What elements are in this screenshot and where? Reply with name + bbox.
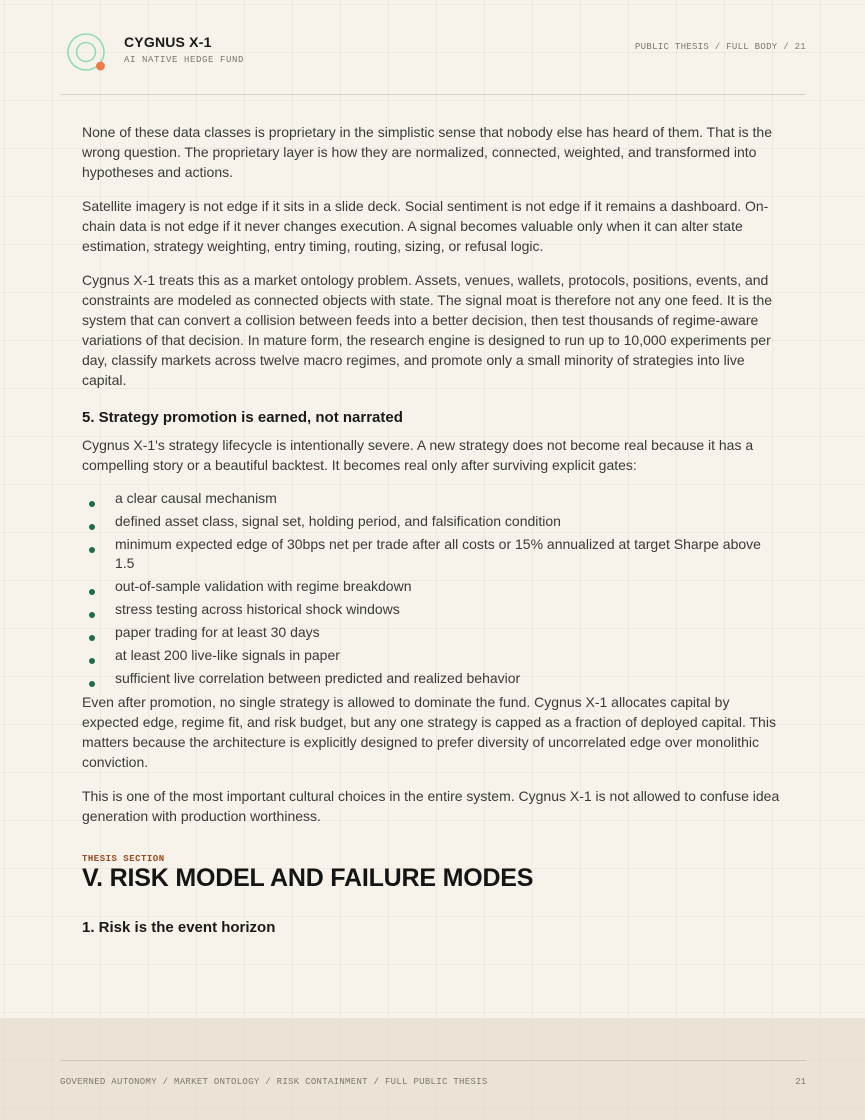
- brand-title: CYGNUS X-1: [124, 34, 212, 50]
- bullet-dot-icon: [89, 635, 95, 641]
- body-paragraph: Even after promotion, no single strategy is allowed to dominate the fund. Cygnus X-1 allocates capital by expected edge, regime fit, and risk budget, but any one strategy is capped as a fraction of deployed capital. This matters because the architecture is explicitly designed to prefer diversity of uncorrelated edge over monolithic conviction.: [82, 694, 776, 770]
- orbit-ring-icon: [67, 33, 107, 73]
- list-item-text: a clear causal mechanism: [115, 490, 277, 506]
- footer-divider: [60, 1060, 806, 1061]
- list-item-text: sufficient live correlation between predicted and realized behavior: [115, 670, 521, 686]
- running-head: PUBLIC THESIS / FULL BODY / 21: [634, 42, 806, 52]
- list-item-text: stress testing across historical shock windows: [115, 601, 400, 617]
- page-number: 21: [795, 1077, 806, 1087]
- body-paragraph: Cygnus X-1's strategy lifecycle is intentionally severe. A new strategy does not become real because it has a compelling story or a beautiful backtest. It becomes real only after surviving explicit gates:: [82, 437, 754, 473]
- body-paragraph: Satellite imagery is not edge if it sits in a slide deck. Social sentiment is not edge if it remains a dashboard. On-chain data is not edge if it never changes execution. A signal becomes valuable only when it can alter state estimation, strategy weighting, entry timing, routing, sizing, or refusal logic.: [82, 198, 769, 254]
- page-header: [60, 28, 806, 95]
- list-item: [82, 577, 782, 596]
- bullet-dot-icon: [89, 524, 95, 530]
- body-paragraph: This is one of the most important cultural choices in the entire system. Cygnus X-1 is not allowed to confuse idea generation with production worthiness.: [82, 788, 780, 824]
- list-item-text: defined asset class, signal set, holding period, and falsification condition: [115, 513, 561, 529]
- section-kicker: THESIS SECTION: [82, 854, 165, 864]
- list-item: [82, 623, 782, 642]
- subsection-heading: 5. Strategy promotion is earned, not narrated: [82, 409, 403, 426]
- bullet-dot-icon: [89, 589, 95, 595]
- list-item: [82, 535, 782, 573]
- body-paragraph: Cygnus X-1 treats this as a market ontology problem. Assets, venues, wallets, protocols, positions, events, and constraints are modeled as connected objects with state. The signal moat is therefore not any one feed. It is the system that can convert a collision between feeds into a better decision, then test thousands of regime-aware variations of that decision. In mature form, the research engine is designed to run up to 10,000 experiments per day, classify markets across twelve macro regimes, and promote only a small minority of strategies into live capital.: [82, 272, 773, 388]
- body-paragraph: None of these data classes is proprietary in the simplistic sense that nobody else has heard of them. That is the wrong question. The proprietary layer is how they are normalized, connected, weighted, and transformed into hypotheses and actions.: [82, 124, 773, 180]
- list-item-text: out-of-sample validation with regime breakdown: [115, 578, 412, 594]
- list-item: [82, 646, 782, 665]
- list-item: [82, 512, 782, 531]
- bullet-dot-icon: [89, 547, 95, 553]
- list-item: [82, 669, 782, 688]
- bullet-dot-icon: [89, 501, 95, 507]
- bullet-dot-icon: [89, 658, 95, 664]
- footer-band: [0, 1018, 865, 1120]
- bullet-dot-icon: [89, 681, 95, 687]
- list-item-text: paper trading for at least 30 days: [115, 624, 320, 640]
- main-content: [82, 122, 782, 938]
- subsection-heading: 1. Risk is the event horizon: [82, 919, 276, 936]
- list-item-text: minimum expected edge of 30bps net per trade after all costs or 15% annualized at target Sharpe above 1.5: [115, 536, 761, 571]
- list-item-text: at least 200 live-like signals in paper: [115, 647, 340, 663]
- footer-running-text: GOVERNED AUTONOMY / MARKET ONTOLOGY / RISK CONTAINMENT / FULL PUBLIC THESIS: [60, 1077, 488, 1087]
- brand-subtitle: AI NATIVE HEDGE FUND: [124, 55, 245, 65]
- bullet-dot-icon: [89, 612, 95, 618]
- promotion-gates-list: [82, 489, 782, 688]
- list-item: [82, 600, 782, 619]
- section-title: V. RISK MODEL AND FAILURE MODES: [82, 864, 534, 892]
- list-item: [82, 489, 782, 508]
